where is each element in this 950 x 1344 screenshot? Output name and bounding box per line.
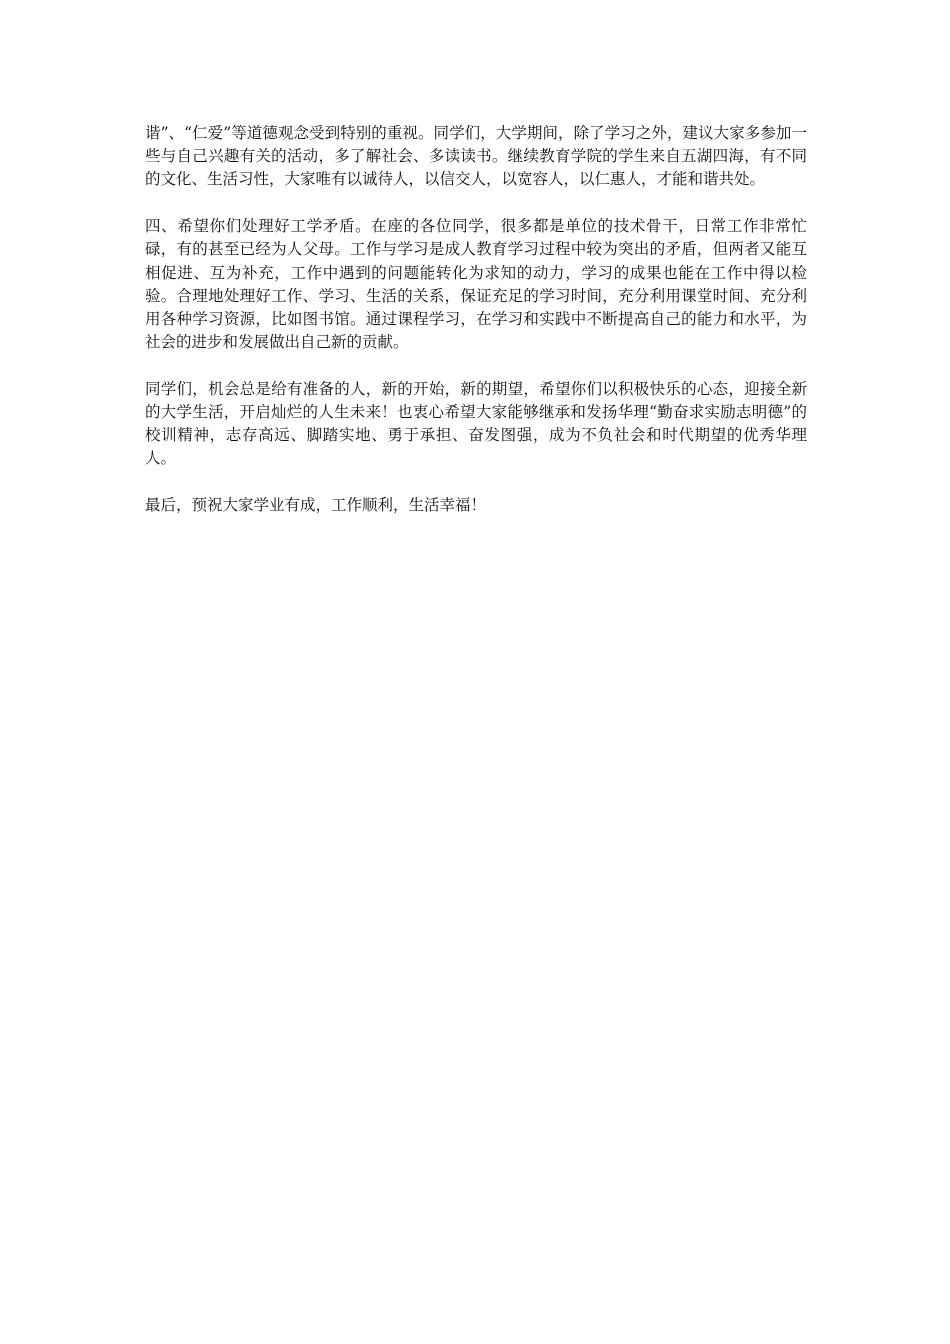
paragraph-closing-wishes: 最后，预祝大家学业有成，工作顺利，生活幸福！ [145,496,487,515]
paragraph-expectations: 同学们，机会总是给有准备的人，新的开始，新的期望，希望你们以积极快乐的心态，迎接全新的大学生活，开启灿烂的人生未来！也衷心希望大家能够继承和发扬华理“勤奋求实励志明德”的校训精神，志存高远、脚踏实地、勇于承担、奋发图强，成为不负社会和时代期望的优秀华理人。 [145,379,807,468]
document-body [145,122,807,541]
paragraph-work-study-balance: 四、希望你们处理好工学矛盾。在座的各位同学，很多都是单位的技术骨干，日常工作非常忙碌，有的甚至已经为人父母。工作与学习是成人教育学习过程中较为突出的矛盾，但两者又能互相促进、互为补充，工作中遇到的问题能转化为求知的动力，学习的成果也能在工作中得以检验。合理地处理好工作、学习、生活的关系，保证充足的学习时间，充分利用课堂时间、充分利用各种学习资源，比如图书馆。通过课程学习，在学习和实践中不断提高自己的能力和水平，为社会的进步和发展做出自己新的贡献。 [145,217,807,352]
paragraph-virtue-and-activities: 谐”、“仁爱”等道德观念受到特别的重视。同学们，大学期间，除了学习之外，建议大家多参加一些与自己兴趣有关的活动，多了解社会、多读读书。继续教育学院的学生来自五湖四海，有不同的文化、生活习性，大家唯有以诚待人，以信交人，以宽容人，以仁惠人，才能和谐共处。 [145,124,807,189]
